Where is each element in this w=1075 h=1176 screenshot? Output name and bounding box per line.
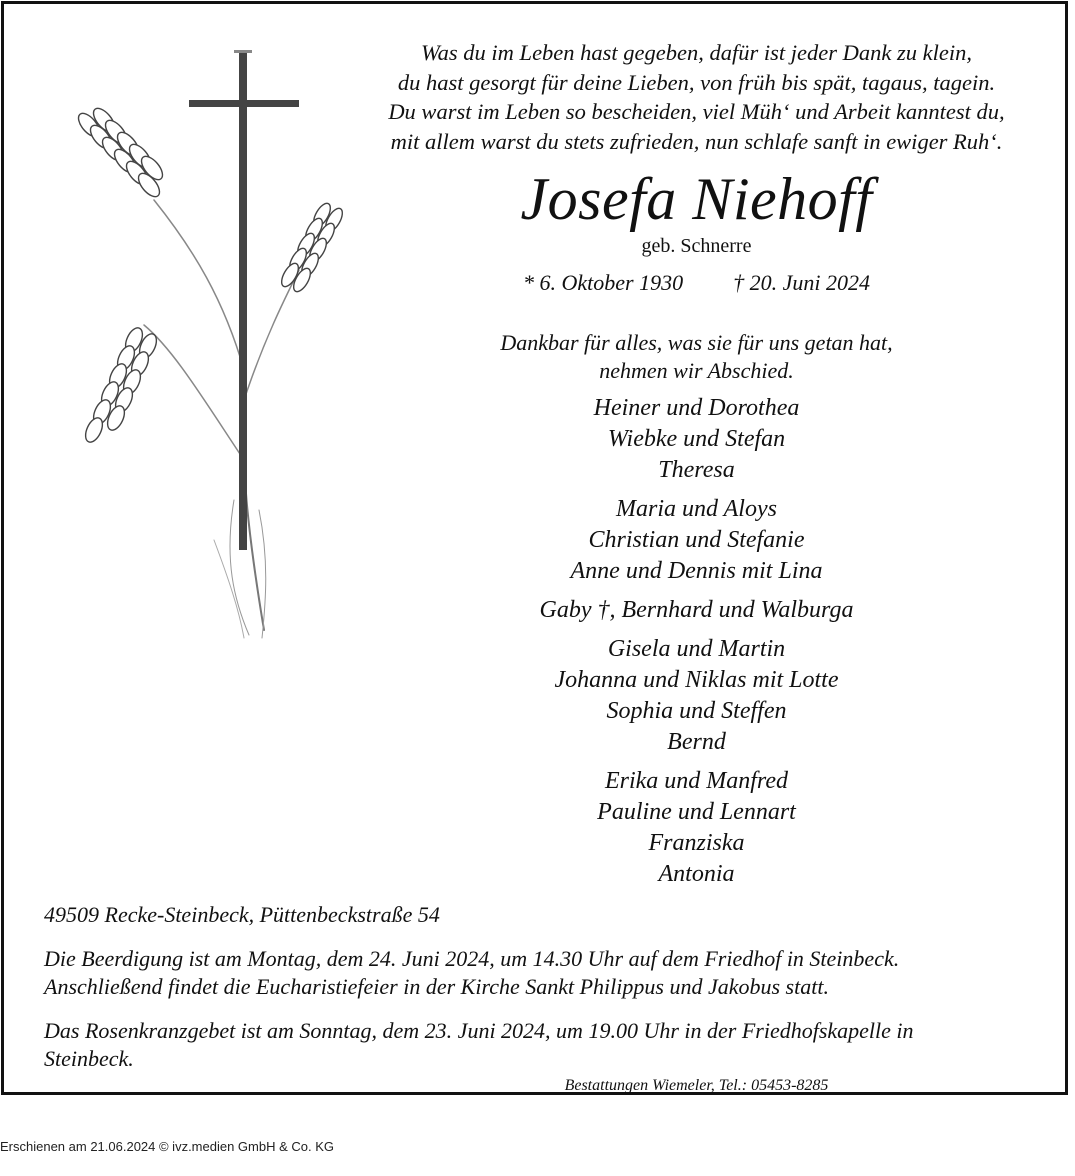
poem (344, 38, 1049, 156)
mourner-line: Pauline und Lennart (597, 799, 796, 825)
cross-with-wheat-ears-icon (34, 40, 354, 640)
family-group (344, 393, 1049, 486)
poem-line: Was du im Leben hast gegeben, dafür ist jeder Dank zu klein, (421, 40, 972, 65)
undertaker-info: Bestattungen Wiemeler, Tel.: 05453-8285 (564, 1077, 829, 1094)
mourner-line: Erika und Manfred (604, 768, 789, 794)
poem-line: mit allem warst du stets zufrieden, nun schlafe sanft in ewiger Ruh‘. (390, 128, 1003, 154)
mourner-line: Bernd (667, 729, 726, 755)
mourners-list (344, 393, 1049, 898)
poem-line: du hast gesorgt für deine Lieben, von früh bis spät, tagaus, tagein. (397, 69, 996, 95)
address: 49509 Recke-Steinbeck, Püttenbeckstraße 54 (44, 902, 440, 927)
life-dates (344, 268, 1049, 298)
rosary-line: Steinbeck. (44, 1046, 134, 1071)
funeral-line: Die Beerdigung ist am Montag, dem 24. Juni 2024, um 14.30 Uhr auf dem Friedhof in Steinbeck. (44, 946, 900, 971)
mourner-line: Franziska (648, 830, 745, 856)
obituary-frame (1, 1, 1068, 1095)
mourner-line: Christian und Stefanie (588, 527, 805, 553)
funeral-info (44, 945, 1044, 1001)
death-date: † 20. Juni 2024 (733, 270, 870, 295)
family-group (344, 634, 1049, 758)
mourner-line: Wiebke und Stefan (607, 426, 786, 452)
deceased-name: Josefa Niehoff (520, 166, 873, 232)
rosary-line: Das Rosenkranzgebet ist am Sonntag, dem 23. Juni 2024, um 19.00 Uhr in der Friedhofskapelle in (44, 1018, 914, 1043)
maiden-name: geb. Schnerre (641, 235, 752, 257)
poem-line: Du warst im Leben so bescheiden, viel Müh‘ und Arbeit kanntest du, (388, 99, 1005, 124)
family-group (344, 494, 1049, 587)
mourner-line: Gisela und Martin (607, 636, 786, 662)
mourner-line: Maria und Aloys (616, 496, 777, 522)
thanks-line: Dankbar für alles, was sie für uns getan hat, (500, 330, 893, 355)
thanks-text (344, 329, 1049, 385)
mourner-line: Sophia und Steffen (606, 698, 787, 724)
birth-date: * 6. Oktober 1930 (523, 270, 684, 295)
rosary-info (44, 1017, 1044, 1073)
mourner-line: Johanna und Niklas mit Lotte (554, 667, 839, 693)
family-group (344, 595, 1049, 626)
mourner-line: Antonia (658, 861, 735, 887)
mourner-line: Heiner und Dorothea (593, 395, 800, 421)
thanks-line: nehmen wir Abschied. (599, 358, 794, 383)
mourner-line: Theresa (658, 457, 735, 483)
family-group (344, 766, 1049, 890)
funeral-line: Anschließend findet die Eucharistiefeier in der Kirche Sankt Philippus und Jakobus statt. (44, 974, 829, 999)
publication-footer: Erschienen am 21.06.2024 © ivz.medien GmbH & Co. KG (0, 1139, 335, 1154)
mourner-line: Anne und Dennis mit Lina (570, 558, 823, 584)
mourner-line: Gaby †, Bernhard und Walburga (539, 597, 854, 623)
